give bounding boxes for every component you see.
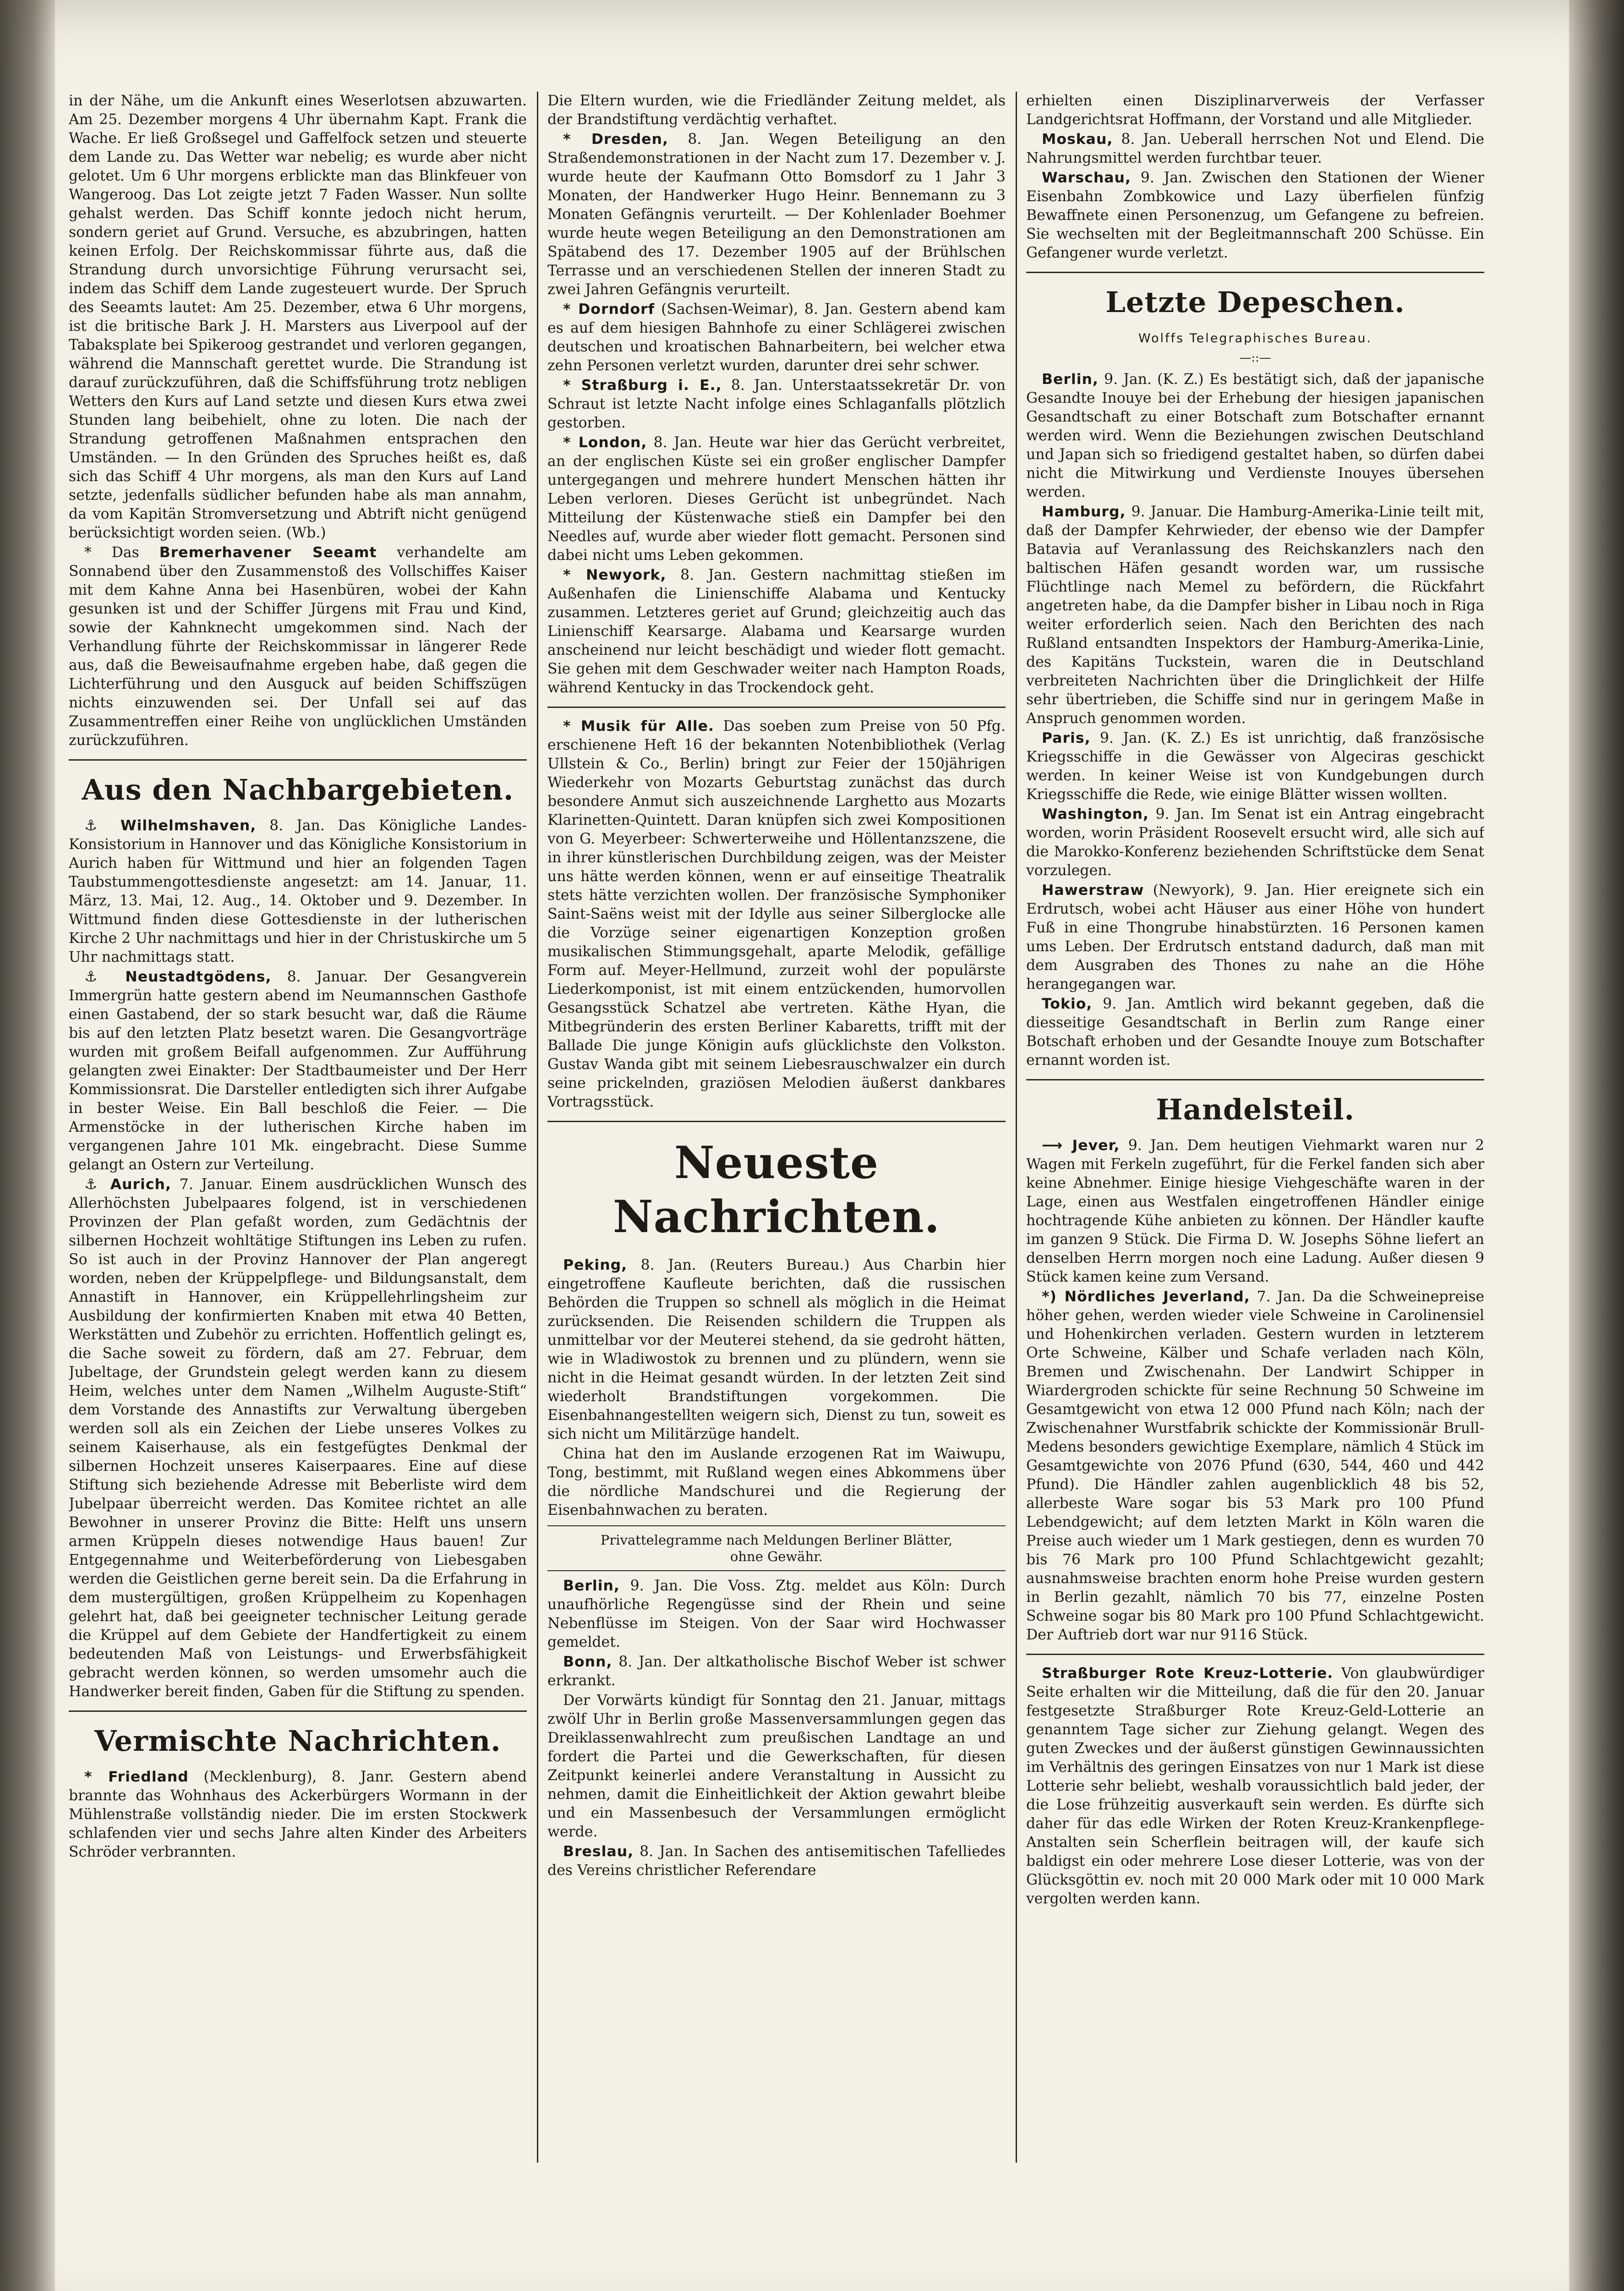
article-paragraph — [1026, 805, 1484, 880]
article-text: 8. Jan. Unterstaatssekretär Dr. von Schraut ist letzte Nacht infolge eines Schlaganfalls plötzlich gestorben. — [547, 377, 1006, 431]
article-paragraph — [69, 817, 527, 967]
article-text: verhandelte am Sonnabend über den Zusammenstoß des Vollschiffes Kaiser mit dem Kahne Anna bei Hasenbüren, wobei der Kahn gesunken ist und der Schiffer Jürgens mit Frau und Kind, sowie der Kahnknecht umgekommen sind. Nach der Verhandlung führte der Reichskommissar in längerer Rede aus, daß die Beweisaufnahme ergeben habe, daß gegen die Lichterführung und den Ausguck auf beiden Schiffszügen nichts einzuwenden sei. Der Unfall sei auf das Zusammentreffen einer Reihe von unglücklichen Umständen zurückzuführen. — [69, 544, 527, 749]
article-text: (Mecklenburg), 8. Janr. Gestern abend brannte das Wohnhaus des Ackerbürgers Wormann in der Mühlenstraße vollständig nieder. Die im ersten Stockwerk schlafenden vier und sechs Jahre alten Kinder des Arbeiters Schröder verbrannten. — [69, 1769, 527, 1860]
article-dateline: Washington, — [1042, 806, 1149, 822]
scan-right-edge — [1569, 0, 1624, 2291]
article-dateline: * Friedland — [84, 1769, 189, 1785]
section-divider — [1026, 272, 1484, 273]
article-dateline: Moskau, — [1042, 131, 1113, 148]
article-text: (Sachsen-Weimar), 8. Jan. Gestern abend kam es auf dem hiesigen Bahnhofe zu einer Schlägerei zwischen deutschen und kroatischen Bahnarbeitern, bei welcher etwa zehn Personen verletzt wurden, darunter drei sehr schwer. — [547, 301, 1006, 374]
article-paragraph — [547, 1842, 1006, 1880]
article-dateline: ⚓ Wilhelmshaven, — [84, 817, 257, 834]
article-paragraph — [69, 543, 527, 750]
article-paragraph — [1026, 1664, 1484, 1908]
article-text: 8. Jan. In Sachen des antisemitischen Tafelliedes des Vereins christlicher Referendare — [547, 1843, 1006, 1879]
article-paragraph — [547, 1577, 1006, 1652]
article-paragraph: erhielten einen Disziplinarverweis der Verfasser Landgerichtsrat Hoffmann, der Vorstand und alle Mitglieder. — [1026, 93, 1484, 128]
article-paragraph — [547, 717, 1006, 1112]
article-text: 9. Jan. (K. Z.) Es ist unrichtig, daß französische Kriegsschiffe in die Gewässer von Algeciras geschickt werden. In keiner Weise ist von Kundgebungen durch Kriegsschiffe die Rede, wie einige Blätter wissen wollten. — [1026, 730, 1484, 803]
article-dateline: * London, — [563, 434, 647, 451]
article-paragraph — [547, 566, 1006, 697]
article-text: 8. Jan. Das Königliche Landes-Konsistorium in Hannover und das Königliche Konsistorium in Aurich haben für Wittmund und hier an folgenden Tagen Taubstummengottesdienste angesetzt: am 14. Januar, 11. März, 13. Mai, 12. Aug., 14. Oktober und 9. Dezember. In Wittmund finden diese Gottesdienste in der lutherischen Kirche 2 Uhr nachmittags und hier in der Christuskirche um 5 Uhr nachmittags statt. — [69, 817, 527, 965]
article-paragraph — [69, 1768, 527, 1862]
article-dateline: * Straßburg i. E., — [563, 377, 722, 394]
article-paragraph — [547, 1653, 1006, 1690]
article-text: 9. Jan. Im Senat ist ein Antrag eingebracht worden, worin Präsident Roosevelt ersucht wird, alle sich auf die Marokko-Konferenz beziehenden Schriftstücke dem Senat vorzulegen. — [1026, 806, 1484, 879]
column-right — [1026, 92, 1484, 2273]
article-text: 9. Januar. Die Hamburg-Amerika-Linie teilt mit, daß der Dampfer Kehrwieder, der ebenso wie der Dampfer Batavia auf Veranlassung des Reichskanzlers nach den baltischen Häfen gesandt worden war, um russische Flüchtlinge nach Memel zu befördern, die Rückfahrt angetreten habe, da die Dampfer bisher in Libau noch in Riga weiter erforderlich seien. Nach den Berichten des nach Rußland entsandten Inspektors der Hamburg-Amerika-Linie, des Kapitäns Tuckstein, waren die in Deutschland verbreiteten Nachrichten über die Dringlichkeit der Hilfe sehr übertrieben, die Schiffe sind nur in geringem Maße in Anspruch genommen worden. — [1026, 504, 1484, 727]
article-paragraph — [1026, 130, 1484, 168]
article-paragraph — [69, 1175, 527, 1701]
article-dateline: Straßburger Rote Kreuz-Lotterie. — [1042, 1665, 1334, 1682]
article-text: 8. Jan. Der altkatholische Bischof Weber ist schwer erkrankt. — [547, 1654, 1006, 1689]
article-paragraph — [547, 1256, 1006, 1444]
article-dateline: Paris, — [1042, 730, 1091, 746]
article-text: Das soeben zum Preise von 50 Pfg. erschienene Heft 16 der bekannten Notenbibliothek (Verlag Ullstein & Co., Berlin) bringt zur Feier der 150jährigen Wiederkehr von Mozarts Geburtstag zunächst das durch besondere Anmut sich auszeichnende Larghetto aus Mozarts Klarinetten-Quintett. Daran knüpfen sich zwei Kompositionen von G. Meyerbeer: Schwerterweihe und Höllentanzszene, die in ihrer künstlerischen Durchbildung zeigen, was der Meister uns hätte werden können, wenn er auf einseitige Theatralik stets hätte verzichten wollen. Der französische Symphoniker Saint-Saëns weist mit der Idylle aus seiner Silberglocke alle die Vorzüge seiner eigenartigen Konzeption großen musikalischen Stimmungsgehalt, aparte Melodik, gefällige Form auf. Meyer-Hellmund, zurzeit wohl der populärste Liederkomponist, ist mit einem entzückenden, humorvollen Gesangsstück Schatzel abe vertreten. Käthe Hyan, die Mitbegründerin des ersten Berliner Kabaretts, trifft mit der Ballade Die junge Königin aufs glücklichste den Volkston. Gustav Wanda gibt mit seinem Liebesrauschwalzer ein durch seine prickelnden, graziösen Melodien äußerst dankbares Vortragsstück. — [547, 718, 1006, 1110]
article-text: 9. Jan. Amtlich wird bekannt gegeben, daß die diesseitige Gesandtschaft in Berlin zum Range einer Botschaft erhoben und der Gesandte Inouye zum Botschafter ernannt worden ist. — [1026, 996, 1484, 1069]
article-paragraph: Der Vorwärts kündigt für Sonntag den 21. Januar, mittags zwölf Uhr in Berlin große Massenversammlungen gegen das Dreiklassenwahlrecht zum preußischen Landtage an und fordert die Partei und die Gewerkschaften, für diesen Zeitpunkt keinerlei andere Veranstaltung in Aussicht zu nehmen, damit die Einheitlichkeit der Aktion gewahrt bleibe und ein Massenbesuch der Versammlungen ermöglicht werde. — [547, 1692, 1006, 1840]
article-paragraph — [69, 968, 527, 1174]
column-middle — [547, 92, 1006, 2273]
article-text: 9. Jan. (K. Z.) Es bestätigt sich, daß der japanische Gesandte Inouye bei der Erhebung der hiesigen japanischen Gesandtschaft zu einer Botschaft zum Botschafter ernannt werden wird. Wenn die Beziehungen zwischen Deutschland und Japan sich so friedigend gestaltet haben, so dürfen dabei nicht die Mitwirkung und Verdienste Inouyes übersehen werden. — [1026, 371, 1484, 500]
article-dateline: Peking, — [563, 1257, 628, 1273]
scan-left-edge — [0, 0, 55, 2291]
article-text: 8. Jan. Heute war hier das Gerücht verbreitet, an der englischen Küste sei ein großer englischer Dampfer untergegangen und mehrere hundert Menschen hätten ihr Leben verloren. Dieses Gerücht ist unbegründet. Nach Mitteilung der Küstenwache stieß ein Dampfer bei den Needles auf, wurde aber wieder flott gemacht. Personen sind dabei nicht ums Leben gekommen. — [547, 434, 1006, 564]
article-dateline: *) Nördliches Jeverland, — [1042, 1288, 1250, 1305]
section-heading: Neueste Nachrichten. — [612, 1137, 940, 1243]
article-dateline: * Dorndorf — [563, 301, 655, 318]
section-divider — [547, 707, 1006, 708]
article-paragraph: in der Nähe, um die Ankunft eines Weserlotsen abzuwarten. Am 25. Dezember morgens 4 Uhr übernahm Kapt. Frank die Wache. Er ließ Großsegel und Gaffelfock setzen und steuerte dem Lande zu. Das Wetter war nebelig; es wurde aber nicht gelotet. Um 6 Uhr morgens erblickte man das Blinkfeuer von Wangeroog. Das Lot zeigte jetzt 7 Faden Wasser. Nun sollte gehalst werden. Das Schiff konnte jedoch nicht herum, sondern geriet auf Grund. Versuche, es abzubringen, hatten keinen Erfolg. Der Reichskommissar führte aus, daß die Strandung durch unvorsichtige Führung verursacht sei, indem das Schiff dem Lande zugesteuert wurde. Der Spruch des Seeamts lautet: Am 25. Dezember, etwa 6 Uhr morgens, ist die britische Bark J. H. Marsters aus Liverpool auf der Tabaksplate bei Spikeroog gestrandet und verloren gegangen, während die Mannschaft gerettet wurde. Die Strandung ist darauf zurückzuführen, daß die Schiffsführung trotz nebligen Wetters den Kurs auf Land setzte und diesen Kurs etwa zwei Stunden lang beibehielt, ohne zu loten. Die nach der Strandung getroffenen Maßnahmen entsprachen den Umständen. — In den Gründen des Spruches heißt es, daß sich das Schiff 4 Uhr morgens, als man den Kurs auf Land setzte, jedenfalls südlicher befunden habe als man annahm, da vom Kapitän Stromversetzung und Abtrift nicht genügend berücksichtigt worden seien. (Wb.) — [69, 93, 527, 541]
article-dateline: Warschau, — [1042, 170, 1131, 186]
section-heading: Vermischte Nachrichten. — [94, 1724, 501, 1758]
article-paragraph: China hat den im Auslande erzogenen Rat im Waiwupu, Tong, bestimmt, mit Rußland wegen eines Abkommens über die nördliche Mandschurei und die Regierung der Eisenbahnwachen zu beraten. — [547, 1446, 1006, 1518]
article-paragraph — [1026, 881, 1484, 994]
article-text: 9. Jan. Dem heutigen Viehmarkt waren nur 2 Wagen mit Ferkeln zugeführt, für die Ferkel fanden sich aber keine Abnehmer. Einige hiesige Viehgeschäfte waren in der Lage, einen aus Westfalen eingetroffenen Händler einige hochtragende Kühe anbieten zu können. Der Händler kaufte im ganzen 9 Stück. Die Firma D. W. Josephs Söhne liefert an denselben Herrn morgen noch eine Ladung. Außer diesen 9 Stück kamen keine zum Versand. — [1026, 1137, 1484, 1285]
article-dateline: Hamburg, — [1042, 504, 1126, 520]
section-divider — [69, 1710, 527, 1712]
article-paragraph — [547, 376, 1006, 433]
article-text: 7. Jan. Da die Schweinepreise höher gehen, werden wieder viele Schweine in Carolinensiel und Hohenkirchen verladen. Gestern wurden in letzterem Orte Schweine, Kälber und Schafe verladen nach Köln, Bremen und Zwischenahn. Der Landwirt Schipper in Wiardergroden schickte für seine Rechnung 50 Schweine im Gesamtgewicht von etwa 12 000 Pfund nach Köln; nach der Zwischenahner Wurstfabrik schickte der Kommissionär Brull-Medens besonders gewichtige Exemplare, nämlich 4 Stück im Gesamtgewichte von 2076 Pfund (630, 544, 460 und 442 Pfund). Die Händler zahlen augenblicklich 48 bis 52, allerbeste Ware sogar bis 53 Mark pro 100 Pfund Lebendgewicht; auf dem letzten Markt in Köln waren die Preise auch wieder um 1 Mark gestiegen, denn es wurden 70 bis 76 Mark pro 100 Pfund Schlachtgewicht gezahlt; ausnahmsweise brachten enorm hohe Preise wurden gestern in Berlin gezahlt, nämlich 70 bis 77, einzelne Posten Schweine sogar bis 80 Mark pro 100 Pfund Schlachtgewicht. Der Auftrieb dort war nur 9116 Stück. — [1026, 1288, 1484, 1643]
article-dateline: Bonn, — [563, 1654, 612, 1670]
article-text: 7. Januar. Einem ausdrücklichen Wunsch des Allerhöchsten Jubelpaares folgend, ist in verschiedenen Provinzen der Plan gefaßt worden, zum Gedächtnis der silbernen Hochzeit wohltätige Stiftungen ins Leben zu rufen. So ist auch in der Provinz Hannover der Plan angeregt worden, neben der Krüppelpflege- und Bildungsanstalt, dem Annastift in Hannover, ein Krüppellehrlingsheim zur Ausbildung der konfirmierten Knaben mit etwa 40 Betten, Werkstätten und Zubehör zu errichten. Hoffentlich gelingt es, die Sache soweit zu fördern, daß am 27. Februar, dem Jubeltage, der Grundstein gelegt werden kann zu diesem Heim, welches unter dem Namen „Wilhelm Auguste-Stift“ dem Vorstande des Annastifts zur Verwaltung übergeben werden soll als ein Zeichen der Liebe unseres Volkes zu seinem Kaiserhause, als ein festgefügtes Denkmal der silbernen Hochzeit unseres Kaiserpaares. Eine auf diese Stiftung sich beziehende Adresse mit Beberliste wird dem Jubelpaar überreicht werden. Das Komitee richtet an alle Bewohner in unserer Provinz die Bitte: Helft uns unsern armen Krüppeln dieses notwendige Haus bauen! Zur Entgegennahme und Weiterbeförderung von Liebesgaben werden die Geistlichen gerne bereit sein. Da die Erfahrung in dem mustergültigen, großen Krüppelheim zu Kopenhagen gelehrt hat, daß bei geeigneter technischer Leitung gerade die Krüppel auf dem Gebiete der Handfertigkeit zu einem bedeutenden Maß von Leistungs- und Erwerbsfähigkeit gebracht werden können, so werden umsomehr auch die Handwerker bereit finden, Gaben für die Stiftung zu spenden. — [69, 1176, 527, 1700]
article-text: 8. Jan. Ueberall herrschen Not und Elend. Die Nahrungsmittel werden furchtbar teuer. — [1026, 131, 1484, 166]
article-paragraph — [547, 300, 1006, 375]
article-dateline: * Dresden, — [563, 131, 668, 148]
article-paragraph: Die Eltern wurden, wie die Friedländer Zeitung meldet, als der Brandstiftung verdächtig verhaftet. — [547, 93, 1006, 128]
newspaper-page — [69, 92, 1553, 2282]
article-dateline: ⚓ Neustadtgödens, — [84, 969, 272, 985]
article-dateline: Berlin, — [563, 1578, 620, 1594]
section-subtitle — [547, 1532, 1006, 1565]
article-dateline: * Newyork, — [563, 567, 667, 583]
subtitle-line: Privattelegramme nach Meldungen Berliner Blätter, — [600, 1532, 953, 1548]
article-text: 8. Jan. (Reuters Bureau.) Aus Charbin hier eingetroffene Kaufleute berichten, daß die russischen Behörden die Truppen so schnell als möglich in die Heimat zurücksenden. Die Reisenden schildern die Truppen als unmittelbar vor der Meuterei stehend, da sie gedroht hätten, wie in Wladiwostok zu brennen und zu plündern, wenn sie nicht in die Heimat gesandt würden. In der letzten Zeit sind wiederholt Brandstiftungen vorgekommen. Die Eisenbahnangestellten weigern sich, Dienst zu tun, soweit es sich nicht um Militärzüge handelt. — [547, 1257, 1006, 1442]
article-dateline: Bremerhavener Seeamt — [159, 544, 377, 561]
article-dateline: ⟶ Jever, — [1042, 1137, 1120, 1154]
article-text: Von glaubwürdiger Seite erhalten wir die Mitteilung, daß die für den 20. Januar festgesetzte Straßburger Rote Kreuz-Geld-Lotterie an genanntem Tage sicher zur Ziehung gelangt. Wegen des guten Zweckes und der äußerst günstigen Gewinnaussichten im Verhältnis des geringen Einsatzes von nur 1 Mark ist diese Lotterie sehr beliebt, weshalb voraussichtlich bald jeder, der die Lose frühzeitig ausverkauft sein werden. Es dürfte sich daher für das edle Wirken der Roten Kreuz-Krankenpflege-Anstalten sein Scherflein beitragen will, der kaufe sich baldigst ein oder mehrere Lose dieser Lotterie, was von der Glücksgöttin ev. noch mit 20 000 Mark oder mit 10 000 Mark vergolten werden kann. — [1026, 1665, 1484, 1907]
article-dateline: * Musik für Alle. — [563, 718, 714, 734]
section-divider — [547, 1121, 1006, 1122]
article-text: 9. Jan. Zwischen den Stationen der Wiener Eisenbahn Zombkowice und Lazy überfielen fünfzig Bewaffnete einen Personenzug, um Gefangene zu befreien. Sie wechselten mit der Begleitmannschaft 200 Schüsse. Ein Gefangener wurde verletzt. — [1026, 170, 1484, 261]
column-rule — [537, 92, 538, 2163]
article-paragraph — [547, 433, 1006, 565]
section-divider — [1026, 1079, 1484, 1080]
section-heading: Aus den Nachbargebieten. — [82, 773, 514, 806]
ornament-divider: —::— — [1239, 351, 1271, 365]
section-divider — [547, 1525, 1006, 1526]
article-paragraph — [1026, 503, 1484, 728]
column-rule — [1016, 92, 1017, 2163]
article-lead: * Das — [84, 544, 139, 561]
column-left — [69, 92, 527, 2273]
section-heading: Handelsteil. — [1156, 1093, 1355, 1126]
article-text: 8. Januar. Der Gesangverein Immergrün hatte gestern abend im Neumannschen Gasthofe einen Gastabend, der so stark besucht war, daß die Räume bis auf den letzten Platz besetzt waren. Die Gesangvorträge wurden mit großem Beifall aufgenommen. Zur Aufführung gelangten zwei Einakter: Der Stadtbaumeister und Der Herr Kommissionsrat. Die Darsteller entledigten sich ihrer Aufgabe in bester Weise. Ein Ball beschloß die Feier. — Die Armenstöcke in der lutherischen Kirche haben im vergangenen Jahre 101 Mk. eingebracht. Diese Summe gelangt an Ostern zur Verteilung. — [69, 969, 527, 1173]
article-paragraph — [1026, 729, 1484, 804]
article-dateline: Berlin, — [1042, 371, 1099, 388]
article-text: (Newyork), 9. Jan. Hier ereignete sich ein Erdrutsch, wobei acht Häuser aus einer Höhe von hundert Fuß in eine Thongrube hinabstürzten. 16 Personen kamen ums Leben. Der Erdrutsch entstand dadurch, daß man mit dem Ausgraben des Thones zu nahe an die Höhe herangegangen war. — [1026, 882, 1484, 992]
section-heading: Letzte Depeschen. — [1105, 285, 1405, 319]
section-divider — [547, 1570, 1006, 1571]
section-divider — [69, 759, 527, 761]
article-paragraph — [547, 130, 1006, 299]
article-dateline: ⚓ Aurich, — [84, 1176, 171, 1193]
section-subheading: Wolffs Telegraphisches Bureau. — [1138, 331, 1372, 345]
article-paragraph — [1026, 995, 1484, 1070]
article-paragraph — [1026, 1288, 1484, 1644]
article-paragraph — [1026, 370, 1484, 502]
article-text: 8. Jan. Wegen Beteiligung an den Straßendemonstrationen in der Nacht zum 17. Dezember v. J. wurde heute der Kaufmann Otto Bomsdorf zu 1 Jahr 3 Monaten, der Handwerker Hugo Heinr. Bennemann zu 3 Monaten Gefängnis verurteilt. — Der Kohlenlader Boehmer wurde heute wegen Beteiligung an den Demonstrationen am Spätabend des 17. Dezember 1905 auf der Brühlschen Terrasse und an verschiedenen Stellen der inneren Stadt zu zwei Jahren Gefängnis verurteilt. — [547, 131, 1006, 298]
article-paragraph — [1026, 1136, 1484, 1287]
article-text: 8. Jan. Gestern nachmittag stießen im Außenhafen die Linienschiffe Alabama und Kentucky zusammen. Letzteres geriet auf Grund; gleichzeitig auch das Linienschiff Kearsarge. Alabama und Kearsarge wurden anscheinend nur leicht beschädigt und wieder flott gemacht. Sie gehen mit dem Geschwader weiter nach Hampton Roads, während Kentucky in das Trockendock geht. — [547, 567, 1006, 696]
article-dateline: Tokio, — [1042, 996, 1093, 1012]
article-dateline: Hawerstraw — [1042, 882, 1144, 899]
article-paragraph — [1026, 169, 1484, 263]
section-divider — [1026, 1654, 1484, 1655]
subtitle-line: ohne Gewähr. — [730, 1549, 823, 1564]
article-dateline: Breslau, — [563, 1843, 634, 1860]
article-text: 9. Jan. Die Voss. Ztg. meldet aus Köln: Durch unaufhörliche Regengüsse sind der Rhein und seine Nebenflüsse im Steigen. Von der Saar wird Hochwasser gemeldet. — [547, 1578, 1006, 1650]
